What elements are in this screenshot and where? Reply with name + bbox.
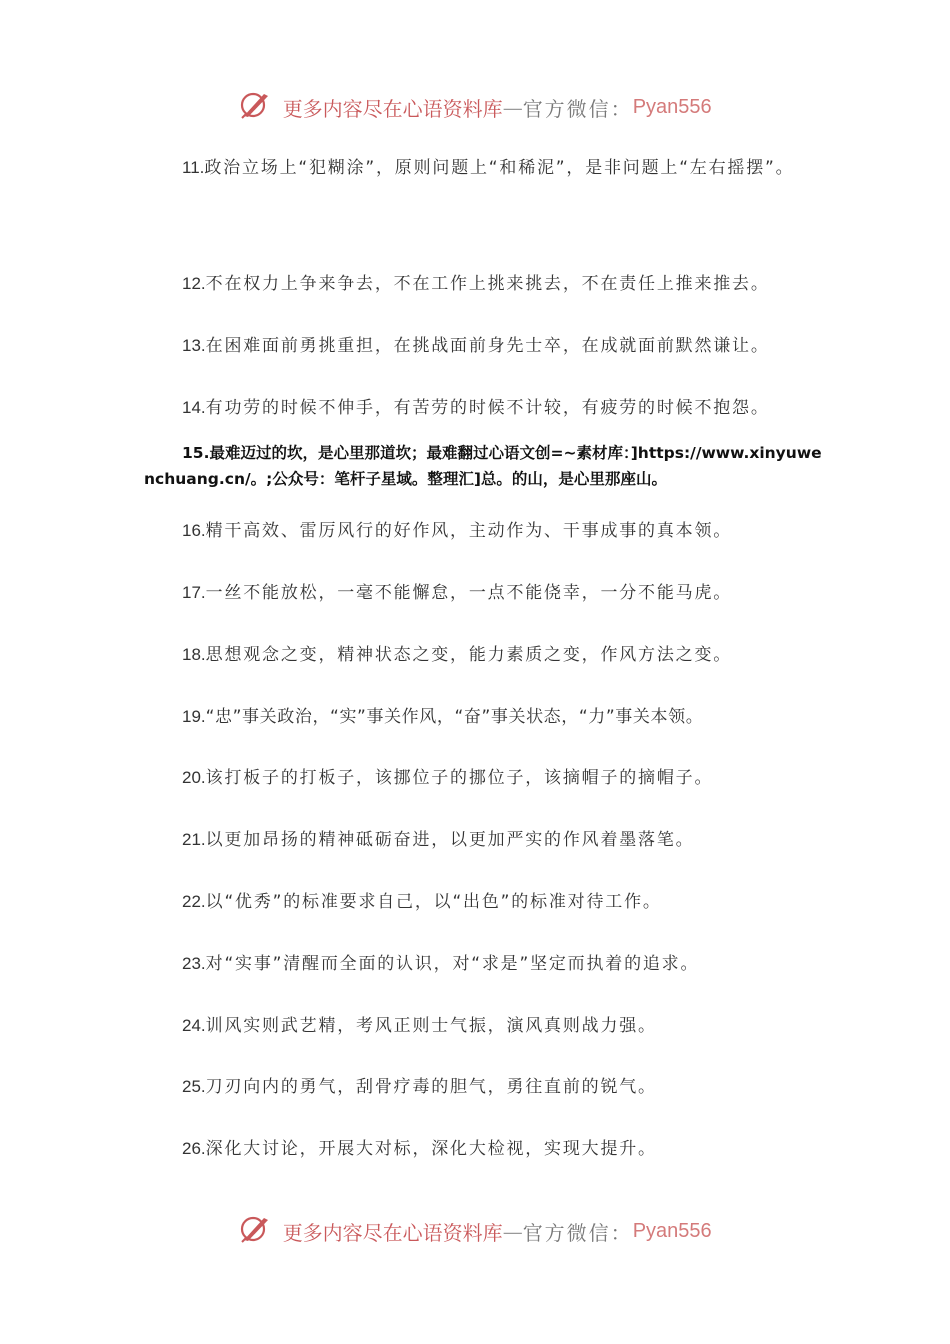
- item-number: 22.: [182, 892, 206, 911]
- item-text: 不在权力上争来争去，不在工作上挑来挑去，不在责任上推来推去。: [205, 274, 770, 294]
- item-number: 21.: [182, 830, 206, 849]
- watermark-wechat-id: Pyan556: [632, 96, 712, 118]
- item-number: 18.: [182, 645, 206, 664]
- header-watermark: [0, 90, 950, 125]
- list-item: [144, 640, 824, 665]
- watermark-separator: —: [502, 95, 523, 120]
- item-number: 11.: [182, 158, 205, 177]
- item-number: 14.: [182, 398, 206, 417]
- item-number: 23.: [182, 954, 206, 973]
- item-text: 思想观念之变，精神状态之变，能力素质之变，作风方法之变。: [205, 645, 733, 665]
- list-item: [144, 763, 824, 788]
- list-item: [144, 578, 824, 603]
- list-item: [144, 1072, 824, 1097]
- item-text: 以“优秀”的标准要求自己，以“出色”的标准对待工作。: [205, 892, 662, 912]
- item-number: 20.: [182, 768, 206, 787]
- item-number: 24.: [182, 1016, 206, 1035]
- watermark-separator: —: [502, 1219, 523, 1244]
- list-item: [144, 949, 824, 974]
- item-text: 精干高效、雷厉风行的好作风，主动作为、干事成事的真本领。: [205, 521, 733, 541]
- watermark-main-text: 更多内容尽在心语资料库: [282, 1221, 503, 1245]
- item-number: 16.: [182, 521, 206, 540]
- item-number: 19.: [182, 707, 206, 726]
- quill-logo-icon: [238, 90, 272, 125]
- item-number: 26.: [182, 1139, 206, 1158]
- list-item: [144, 1134, 824, 1159]
- list-item: [144, 393, 824, 418]
- item-text: 深化大讨论，开展大对标，深化大检视，实现大提升。: [205, 1139, 657, 1159]
- item-text: 有功劳的时候不伸手，有苦劳的时候不计较，有疲劳的时候不抱怨。: [205, 398, 770, 418]
- item-number: 13.: [182, 336, 206, 355]
- watermark-subtitle: 官方微信：: [522, 1221, 633, 1245]
- item-text: 对“实事”清醒而全面的认识，对“求是”坚定而执着的追求。: [205, 954, 700, 974]
- item-text: 以更加昂扬的精神砥砺奋进，以更加严实的作风着墨落笔。: [205, 830, 695, 850]
- item-text: 一丝不能放松，一毫不能懈怠，一点不能侥幸，一分不能马虎。: [205, 583, 733, 603]
- quill-logo-icon: [238, 1214, 272, 1249]
- item-text: 训风实则武艺精，考风正则士气振，演风真则战力强。: [205, 1016, 657, 1036]
- list-item: [144, 887, 824, 912]
- list-item: [144, 825, 824, 850]
- watermark-wechat-id: Pyan556: [632, 1220, 712, 1242]
- item-text: “忠”事关政治，“实”事关作风，“奋”事关状态，“力”事关本领。: [205, 707, 704, 727]
- list-item: [144, 331, 824, 356]
- list-item: [144, 269, 824, 294]
- list-item: [144, 702, 824, 727]
- item-text: 该打板子的打板子，该挪位子的挪位子，该摘帽子的摘帽子。: [205, 768, 714, 788]
- watermark-subtitle: 官方微信：: [522, 97, 633, 121]
- item-number: 12.: [182, 274, 206, 293]
- item-text: 在困难面前勇挑重担，在挑战面前身先士卒，在成就面前默然谦让。: [205, 336, 770, 356]
- list-item: [144, 143, 824, 193]
- watermark-main-text: 更多内容尽在心语资料库: [282, 97, 503, 121]
- item-text: 最难迈过的坎，是心里那道坎；最难翻过心语文创=~素材库：]https://www.xinyuwenchuang.cn/。;公众号：笔杆子星域。整理汇]总。的山，是心里那座山。: [144, 444, 822, 488]
- item-number: 17.: [182, 583, 206, 602]
- item-text: 刀刃向内的勇气，刮骨疗毒的胆气，勇往直前的锐气。: [205, 1077, 657, 1097]
- item-number: 25.: [182, 1077, 206, 1096]
- footer-watermark: [0, 1214, 950, 1249]
- item-text: 政治立场上“犯糊涂”，原则问题上“和稀泥”，是非问题上“左右摇摆”。: [204, 158, 795, 178]
- list-item-bold: [144, 440, 824, 492]
- list-item: [144, 516, 824, 541]
- list-item: [144, 1011, 824, 1036]
- item-number: 15.: [182, 444, 210, 462]
